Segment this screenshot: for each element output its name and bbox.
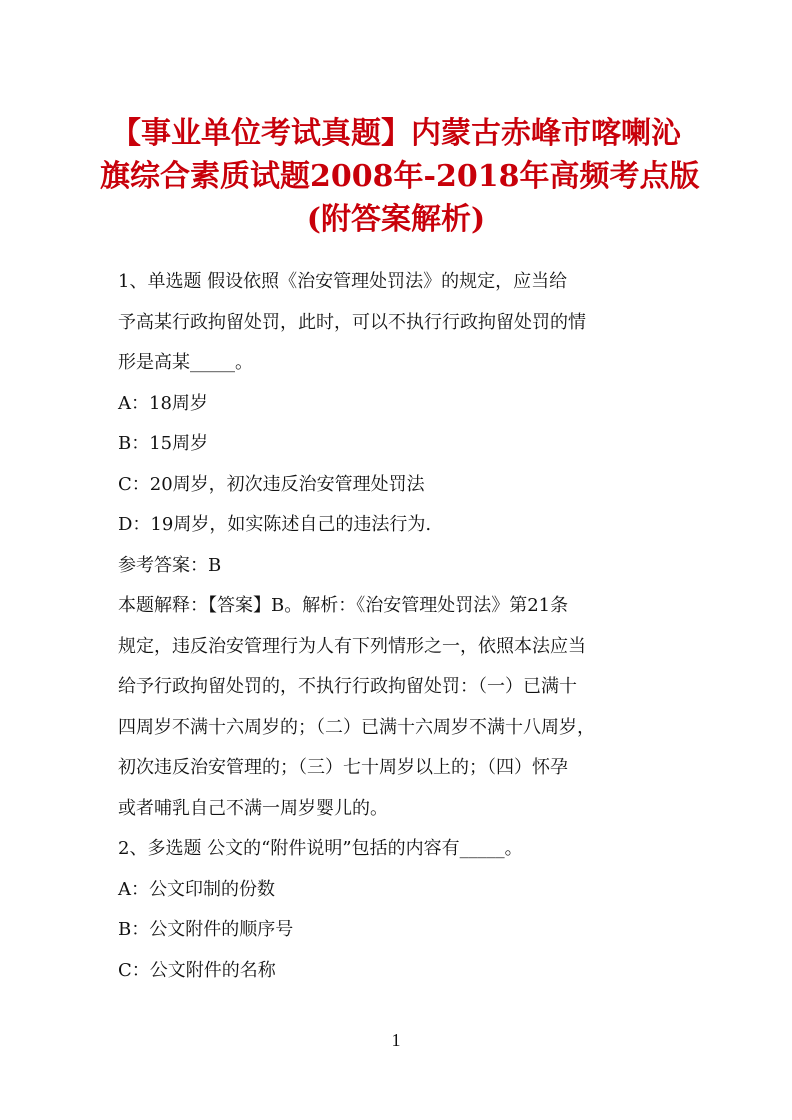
- question-2: [118, 829, 678, 991]
- title-line-3: (附答案解析): [306, 202, 486, 237]
- q1-option-d: D：19周岁，如实陈述自己的违法行为.: [118, 514, 432, 535]
- q1-explanation-line-1: 本题解释：【答案】B。解析：《治安管理处罚法》第21条: [118, 595, 569, 616]
- q2-stem-line-1: 2、多选题 公文的“附件说明”包括的内容有_____。: [118, 838, 523, 859]
- q1-stem-line-2: 予高某行政拘留处罚，此时，可以不执行行政拘留处罚的情: [118, 311, 586, 333]
- q1-explanation-line-4: 四周岁不满十六周岁的；（二）已满十六周岁不满十八周岁，: [118, 716, 595, 738]
- q2-option-c: C：公文附件的名称: [118, 959, 276, 981]
- q1-option-a: A：18周岁: [118, 392, 208, 414]
- title-line-2: 旗综合素质试题2008年-2018年高频考点版: [100, 159, 700, 194]
- q1-answer: 参考答案：B: [118, 554, 222, 576]
- q1-stem-line-1: 1、单选题 假设依照《治安管理处罚法》的规定，应当给: [118, 271, 568, 292]
- document-title: [100, 112, 700, 241]
- page-number: 1: [391, 1030, 401, 1050]
- q1-explanation-line-5: 初次违反治安管理的；（三）七十周岁以上的；（四）怀孕: [118, 757, 568, 778]
- q2-option-a: A：公文印制的份数: [118, 878, 275, 900]
- q1-option-b: B：15周岁: [118, 433, 209, 454]
- q1-explanation-line-2: 规定，违反治安管理行为人有下列情形之一，依照本法应当: [118, 635, 586, 657]
- question-1: [118, 262, 678, 829]
- q1-explanation-line-3: 给予行政拘留处罚的，不执行行政拘留处罚：（一）已满十: [118, 676, 577, 697]
- q1-stem-line-3: 形是高某_____。: [118, 352, 253, 373]
- document-body: [118, 262, 678, 991]
- q1-option-c: C：20周岁，初次违反治安管理处罚法: [118, 473, 425, 495]
- q2-option-b: B：公文附件的顺序号: [118, 919, 294, 940]
- q1-explanation-line-6: 或者哺乳自己不满一周岁婴儿的。: [118, 797, 388, 819]
- title-line-1: 【事业单位考试真题】内蒙古赤峰市喀喇沁: [111, 116, 681, 151]
